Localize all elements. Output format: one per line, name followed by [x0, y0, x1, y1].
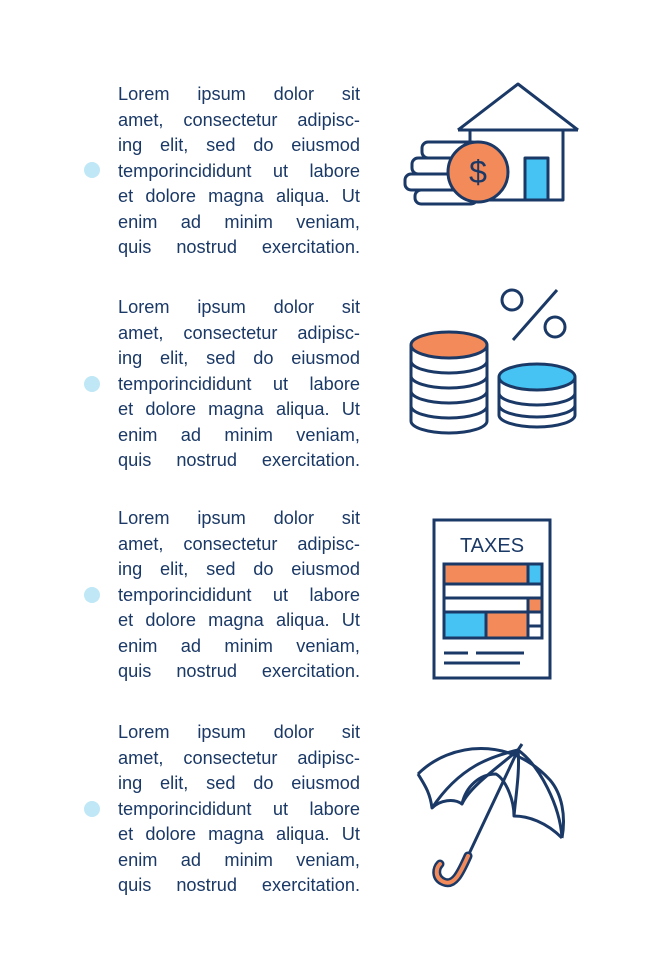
paragraph-line: ing elit, sed do eiusmod [118, 559, 360, 579]
house-money-icon [400, 80, 585, 210]
taxes-label: TAXES [459, 535, 525, 557]
paragraph-line: enim ad minim veniam, [118, 211, 360, 232]
paragraph-line: et dolore magna aliqua. Ut [118, 399, 360, 419]
dollar-symbol: $ [469, 154, 487, 190]
bullet-dot [84, 376, 100, 392]
paragraph-line: Lorem ipsum dolor sit [118, 297, 360, 317]
paragraph-line: amet, consectetur adipisc- [118, 747, 360, 768]
paragraph [118, 720, 360, 899]
paragraph-line: Lorem ipsum dolor sit [118, 84, 360, 104]
list-item [0, 295, 663, 485]
paragraph [118, 506, 360, 685]
bullet-dot [84, 801, 100, 817]
coins-percent-icon [405, 285, 585, 445]
bullet-dot [84, 162, 100, 178]
paragraph-line: et dolore magna aliqua. Ut [118, 824, 360, 844]
paragraph-line: ing elit, sed do eiusmod [118, 348, 360, 368]
paragraph-line: et dolore magna aliqua. Ut [118, 610, 360, 630]
paragraph [118, 295, 360, 474]
tax-document-icon [432, 518, 554, 682]
paragraph-line: amet, consectetur adipisc- [118, 533, 360, 554]
paragraph-line: ing elit, sed do eiusmod [118, 135, 360, 155]
paragraph-line: Lorem ipsum dolor sit [118, 722, 360, 742]
paragraph-line: temporincididunt ut labore [118, 798, 360, 819]
paragraph-line: enim ad minim veniam, [118, 424, 360, 445]
paragraph-line: amet, consectetur adipisc- [118, 322, 360, 343]
paragraph-line: et dolore magna aliqua. Ut [118, 186, 360, 206]
umbrella-icon [410, 736, 570, 896]
bullet-dot [84, 587, 100, 603]
paragraph-line: enim ad minim veniam, [118, 849, 360, 870]
paragraph-line: Lorem ipsum dolor sit [118, 508, 360, 528]
list-item [0, 506, 663, 696]
paragraph-line: enim ad minim veniam, [118, 635, 360, 656]
paragraph-line: quis nostrud exercitation. [118, 450, 360, 470]
paragraph-line: quis nostrud exercitation. [118, 875, 360, 895]
paragraph-line: quis nostrud exercitation. [118, 661, 360, 681]
paragraph-line: temporincididunt ut labore [118, 584, 360, 605]
paragraph-line: amet, consectetur adipisc- [118, 109, 360, 130]
paragraph-line: ing elit, sed do eiusmod [118, 773, 360, 793]
paragraph-line: temporincididunt ut labore [118, 160, 360, 181]
paragraph-line: temporincididunt ut labore [118, 373, 360, 394]
list-item [0, 720, 663, 910]
paragraph [118, 82, 360, 261]
paragraph-line: quis nostrud exercitation. [118, 237, 360, 257]
list-item [0, 80, 663, 270]
